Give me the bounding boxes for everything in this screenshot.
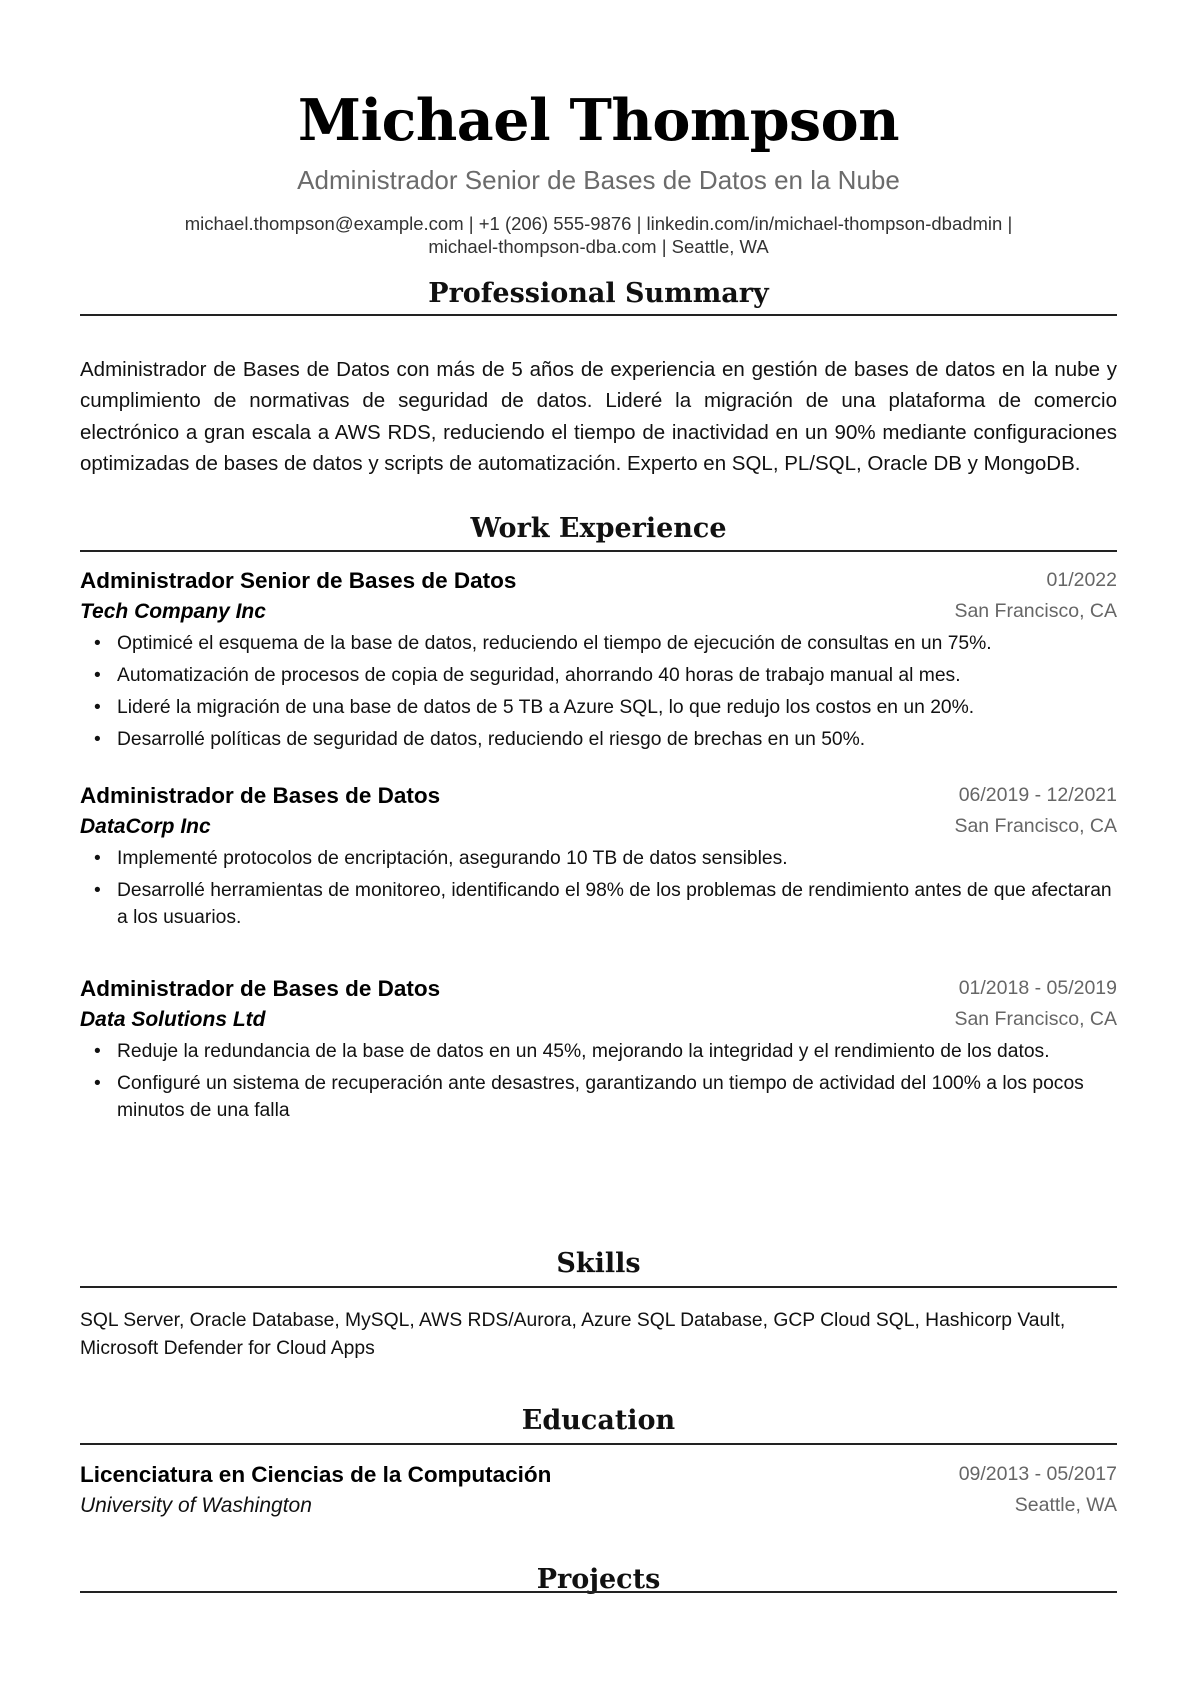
achievement-list	[80, 1039, 1117, 1124]
section-title-skills: Skills	[556, 1248, 641, 1279]
achievement-item: • Desarrollé herramientas de monitoreo, identificando el 98% de los problemas de rendimiento antes de que afectaran a los usuarios.	[94, 880, 1112, 928]
section-divider	[80, 1443, 1117, 1445]
achievement-item: • Optimicé el esquema de la base de datos, reduciendo el tiempo de ejecución de consultas en un 75%.	[80, 631, 1117, 658]
bullet-marker: •	[94, 848, 101, 869]
job-location: San Francisco, CA	[954, 815, 1117, 837]
section-divider	[80, 1591, 1117, 1593]
education-location: Seattle, WA	[1014, 1494, 1117, 1516]
achievement-item: • Configuré un sistema de recuperación ante desastres, garantizando un tiempo de actividad del 100% a los pocos minutos de una falla	[94, 1073, 1084, 1121]
achievement-list	[80, 631, 1117, 754]
achievement-list	[80, 846, 1117, 931]
school-name: University of Washington	[80, 1494, 312, 1517]
education-date: 09/2013 - 05/2017	[958, 1463, 1117, 1485]
bullet-marker: •	[94, 665, 101, 686]
job-date: 06/2019 - 12/2021	[958, 784, 1117, 806]
section-title-summary: Professional Summary	[428, 278, 769, 309]
degree-name: Licenciatura en Ciencias de la Computación	[80, 1462, 552, 1487]
experience-subheader	[80, 1004, 1117, 1035]
experience-header	[80, 780, 1117, 811]
section-divider	[80, 314, 1117, 316]
experience-entry	[80, 565, 1117, 759]
education-subheader	[80, 1490, 1117, 1521]
bullet-marker: •	[94, 697, 101, 718]
bullet-marker: •	[94, 633, 101, 654]
section-divider	[80, 550, 1117, 552]
bullet-marker: •	[94, 729, 101, 750]
experience-subheader	[80, 811, 1117, 842]
experience-subheader	[80, 596, 1117, 627]
job-title: Administrador de Bases de Datos	[80, 783, 441, 808]
section-title-experience: Work Experience	[470, 513, 727, 544]
job-date: 01/2022	[1046, 569, 1117, 591]
section-title-projects: Projects	[536, 1564, 661, 1595]
experience-entry	[80, 780, 1117, 937]
job-location: San Francisco, CA	[954, 600, 1117, 622]
education-entry	[80, 1459, 1117, 1521]
section-title-education: Education	[521, 1405, 676, 1436]
section-divider	[80, 1286, 1117, 1288]
experience-header	[80, 565, 1117, 596]
company-name: DataCorp Inc	[80, 815, 211, 838]
achievement-item: • Implementé protocolos de encriptación, asegurando 10 TB de datos sensibles.	[80, 846, 1117, 873]
experience-entry	[80, 973, 1117, 1130]
company-name: Tech Company Inc	[80, 600, 266, 623]
contact-line-1: michael.thompson@example.com | +1 (206) 555-9876 | linkedin.com/in/michael-thompson-dbadmin |	[184, 213, 1013, 234]
company-name: Data Solutions Ltd	[80, 1008, 266, 1031]
bullet-marker: •	[94, 1041, 101, 1062]
summary-text: Administrador de Bases de Datos con más de 5 años de experiencia en gestión de bases de datos en la nube y cumplimiento de normativas de seguridad de datos. Lideré la migración de una plataforma de comercio electrónico a gran escala a AWS RDS, reduciendo el tiempo de inactividad en un 90% mediante configuraciones optimizadas de bases de datos y scripts de automatización. Experto en SQL, PL/SQL, Oracle DB y MongoDB.	[80, 358, 1117, 475]
job-title: Administrador de Bases de Datos	[80, 976, 441, 1001]
job-location: San Francisco, CA	[954, 1008, 1117, 1030]
bullet-marker: •	[94, 880, 101, 901]
job-date: 01/2018 - 05/2019	[958, 977, 1117, 999]
bullet-marker: •	[94, 1073, 101, 1094]
candidate-name: Michael Thompson	[297, 87, 900, 154]
job-title: Administrador Senior de Bases de Datos	[80, 568, 517, 593]
experience-header	[80, 973, 1117, 1004]
achievement-item: • Automatización de procesos de copia de seguridad, ahorrando 40 horas de trabajo manual al mes.	[80, 663, 1117, 690]
candidate-headline: Administrador Senior de Bases de Datos en la Nube	[297, 165, 900, 195]
skills-text: SQL Server, Oracle Database, MySQL, AWS RDS/Aurora, Azure SQL Database, GCP Cloud SQL, Hashicorp Vault, Microsoft Defender for Cloud Apps	[80, 1310, 1066, 1359]
contact-line-2: michael-thompson-dba.com | Seattle, WA	[428, 236, 769, 257]
contact-info	[80, 212, 1117, 258]
achievement-item: • Desarrollé políticas de seguridad de datos, reduciendo el riesgo de brechas en un 50%.	[80, 727, 1117, 754]
achievement-item: • Reduje la redundancia de la base de datos en un 45%, mejorando la integridad y el rendimiento de los datos.	[80, 1039, 1117, 1066]
achievement-item: • Lideré la migración de una base de datos de 5 TB a Azure SQL, lo que redujo los costos en un 20%.	[80, 695, 1117, 722]
education-header	[80, 1459, 1117, 1490]
